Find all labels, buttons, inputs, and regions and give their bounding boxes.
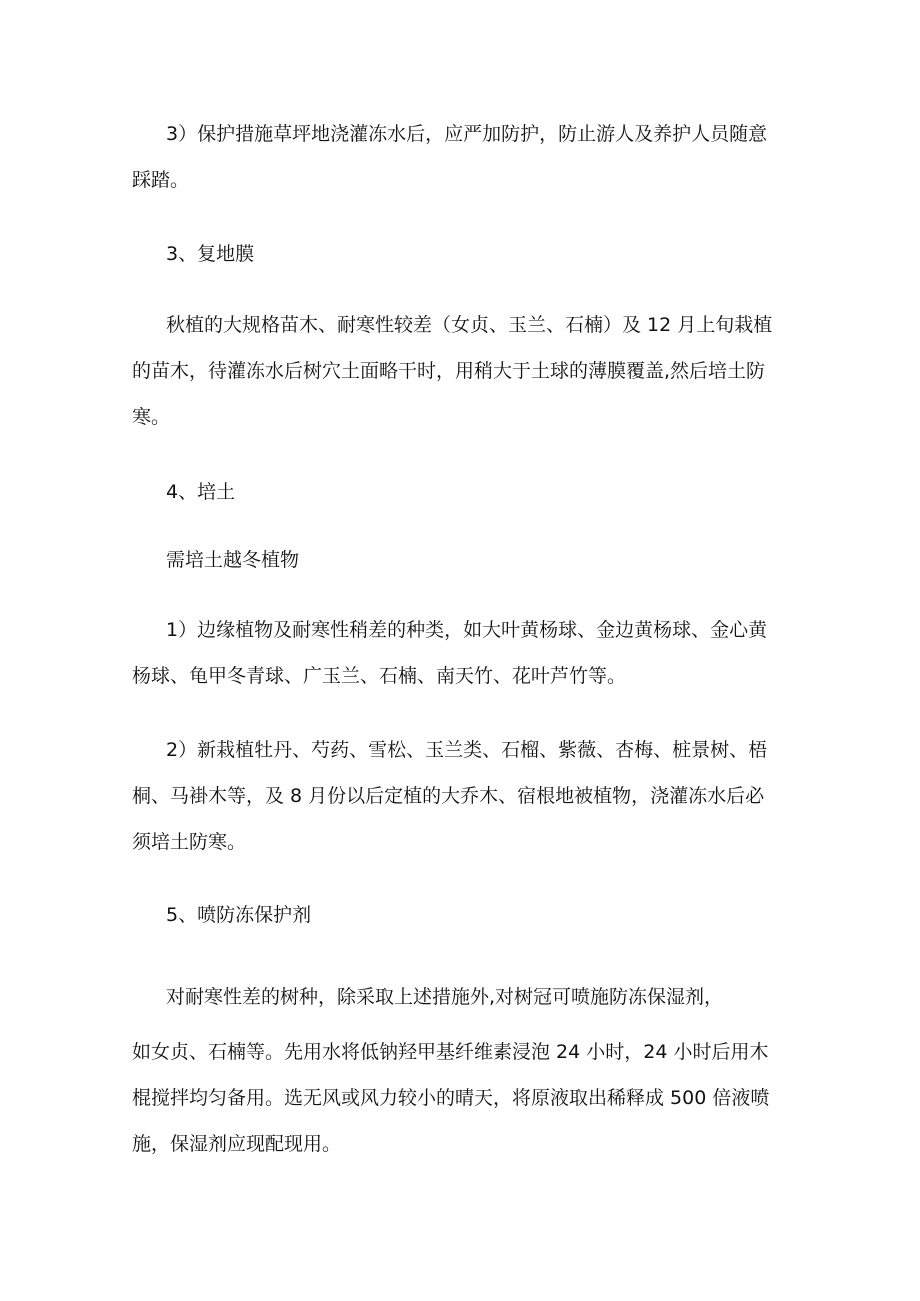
text-line: 施，保湿剂应现配现用。 — [132, 1133, 342, 1155]
paragraph-cold-sensitive-species — [132, 974, 796, 1020]
text-line: 秋植的大规格苗木、耐寒性较差（女贞、玉兰、石楠）及 12 月上旬栽植 — [166, 314, 773, 336]
paragraph-border-plants — [132, 607, 796, 699]
text-line: 2）新栽植牡丹、芍药、雪松、玉兰类、石榴、紫薇、杏梅、桩景树、梧 — [166, 739, 768, 761]
section-heading-mulch-film — [132, 231, 796, 277]
paragraph-new-plantings — [132, 727, 796, 865]
paragraph-spray-instructions — [132, 1029, 796, 1167]
section-heading-antifreeze-spray — [132, 892, 796, 938]
paragraph-protection-measures — [132, 111, 796, 203]
text-line: 的苗木，待灌冻水后树穴土面略干时，用稍大于土球的薄膜覆盖,然后培土防 — [132, 360, 766, 382]
heading-text: 3、复地膜 — [166, 243, 255, 265]
heading-text: 4、培土 — [166, 481, 236, 503]
paragraph-mulch-film-body — [132, 302, 796, 440]
text-line: 桐、马褂木等，及 8 月份以后定植的大乔木、宿根地被植物，浇灌冻水后必 — [132, 785, 765, 807]
text-line: 寒。 — [132, 406, 171, 428]
text-line: 3）保护措施草坪地浇灌冻水后，应严加防护，防止游人及养护人员随意 — [166, 123, 768, 145]
text-line: 需培土越冬植物 — [166, 549, 300, 571]
text-line: 杨球、龟甲冬青球、广玉兰、石楠、南天竹、花叶芦竹等。 — [132, 665, 627, 687]
paragraph-plants-needing-soil — [132, 537, 796, 583]
text-line: 须培土防寒。 — [132, 831, 247, 853]
section-heading-soil-banking — [132, 469, 796, 515]
text-line: 对耐寒性差的树种，除采取上述措施外,对树冠可喷施防冻保湿剂， — [166, 986, 724, 1008]
text-line: 踩踏。 — [132, 169, 190, 191]
text-line: 棍搅拌均匀备用。选无风或风力较小的晴天，将原液取出稀释成 500 倍液喷 — [132, 1087, 770, 1109]
heading-text: 5、喷防冻保护剂 — [166, 904, 312, 926]
text-line: 1）边缘植物及耐寒性稍差的种类，如大叶黄杨球、金边黄杨球、金心黄 — [166, 619, 768, 641]
text-line: 如女贞、石楠等。先用水将低钠羟甲基纤维素浸泡 24 小时，24 小时后用木 — [132, 1041, 769, 1063]
